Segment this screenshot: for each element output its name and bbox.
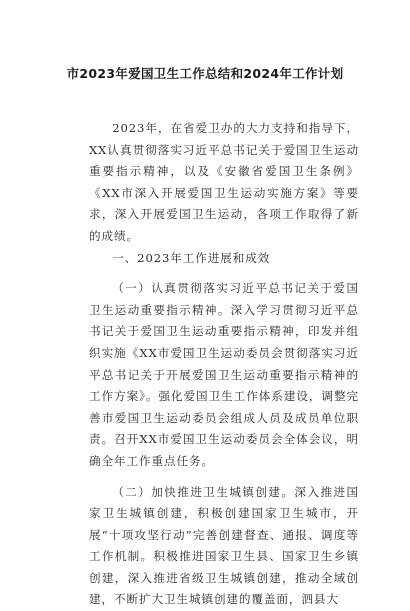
section-heading: 一、2023年工作进展和成效 xyxy=(89,248,359,270)
body-paragraph: （一）认真贯彻落实习近平总书记关于爱国卫生运动重要指示精神。深入学习贯彻习近平总书记关于爱国卫生运动重要指示精神，印发并组织实施《XX市爱国卫生运动委员会贯彻落实习近平总书记关于开展爱国卫生运动重要指示精神的工作方案》。强化爱国卫生工作体系建设，调整完善市爱国卫生运动委员会组成人员及成员单位职责。召开XX市爱国卫生运动委员会全体会议，明确全年工作重点任务。 xyxy=(89,278,359,472)
document-body xyxy=(89,118,359,611)
intro-paragraph: 2023年，在省爱卫办的大力支持和指导下，XX认真贯彻落实习近平总书记关于爱国卫生运动重要指示精神，以及《安徽省爱国卫生条例》《XX市深入开展爱国卫生运动实施方案》等要求，深入开展爱国卫生运动，各项工作取得了新的成绩。 xyxy=(89,118,359,248)
document-title: 市2023年爱国卫生工作总结和2024年工作计划 xyxy=(40,64,370,82)
body-paragraph: （二）加快推进卫生城镇创建。深入推进国家卫生城镇创建，积极创建国家卫生城市，开展“十项攻坚行动”完善创建督查、通报、调度等工作机制。积极推进国家卫生县、国家卫生乡镇创建，深入推进省级卫生城镇创建，推动全域创建，不断扩大卫生城镇创建的覆盖面，泗县大 xyxy=(89,482,359,611)
